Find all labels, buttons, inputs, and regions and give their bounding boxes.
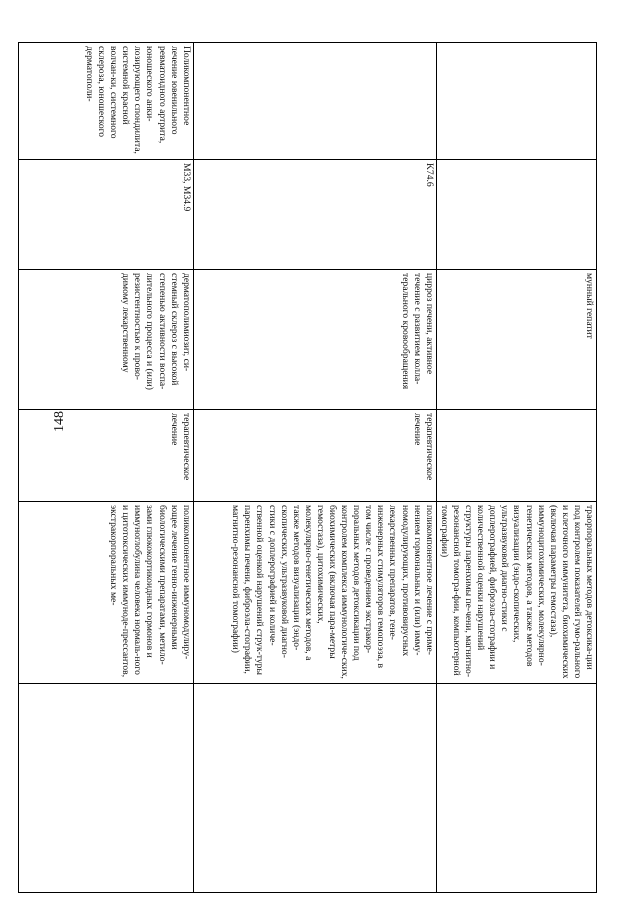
method-cell: поликомпонентное иммуномодулиру-ющее лечение генно-инженерными биологическими препаратами, метило-зами глюкокортикоидных гормонов и иммуноглобулина человека нормаль-ного и цитотоксических иммуноде-прессантов, экстракорпоральных ме- — [18, 502, 193, 684]
method-cell: поликомпонентное лечение с приме-нением гормональных и (или) имму-номодулирующих, противовирусных лекарственных препаратов, гене-инженерных стимуляторов гемопоэза, в том числе с проведением экстракор-поральных методов детоксикации под контролем комплекса иммунологиче-ских, биохимических (включая пара-метры гемостаза), цитохимических, молекулярно-генетических методов, а также методов визуализации (эндо-скопических, ультразвуковой диагно-стики с доплерографией и количе-ственной оценкой нарушений струк-туры паренхимы печени, фиброэла-стографии, магнитно-резонансной томографии) — [193, 502, 436, 684]
method-cell: траорпоральных методов детоксика-ции под контролем показателей гумо-рального и клеточного иммунитета, биохимических (включая параметры гемостаза), иммуноцитохимических, молекулярно-генетических методов, а также методов визуализации (эндо-скопических, ультразвуковой диагно-стики с доплерографией, фиброэла-стографии и количественной оценки нарушений структуры паренхимы пе-чени, магнитно-резонансной томогра-фии, компьютерной томографии) — [436, 502, 596, 684]
code-cell: K74.6 — [193, 160, 436, 270]
cost-cell — [436, 684, 596, 893]
page-number: 148 — [52, 411, 67, 432]
code-cell: M33, M34.9 — [18, 160, 193, 270]
group-cell — [436, 43, 596, 160]
treatment-type-cell: терапевтическое лечение — [18, 410, 193, 502]
cost-cell — [18, 684, 193, 893]
treatment-type-cell — [436, 410, 596, 502]
group-cell: Поликомпонентное лечение ювенильного ревматоидного артрита, юношеского анки-лозирующего спондилита, системной красной волчан-ки, системного склероза, юношеского дерматополи- — [18, 43, 193, 160]
diagnosis-cell: дерматополимиозит, си-стемный склероз с высокой степенью активности воспа-лительного процесса и (или) резистентностью к прово-димому лекарственному — [18, 270, 193, 410]
rotated-table-container — [84, 42, 597, 892]
treatment-type-cell: терапевтическое лечение — [193, 410, 436, 502]
table-row — [436, 43, 596, 893]
table-row — [193, 43, 436, 893]
code-cell — [436, 160, 596, 270]
diagnosis-cell: цирроз печени, активное течение с развитием колла-терального кровообращения — [193, 270, 436, 410]
table-row — [18, 43, 193, 893]
diagnosis-cell: мунный гепатит — [436, 270, 596, 410]
treatment-table — [18, 42, 597, 893]
group-cell — [193, 43, 436, 160]
cost-cell — [193, 684, 436, 893]
